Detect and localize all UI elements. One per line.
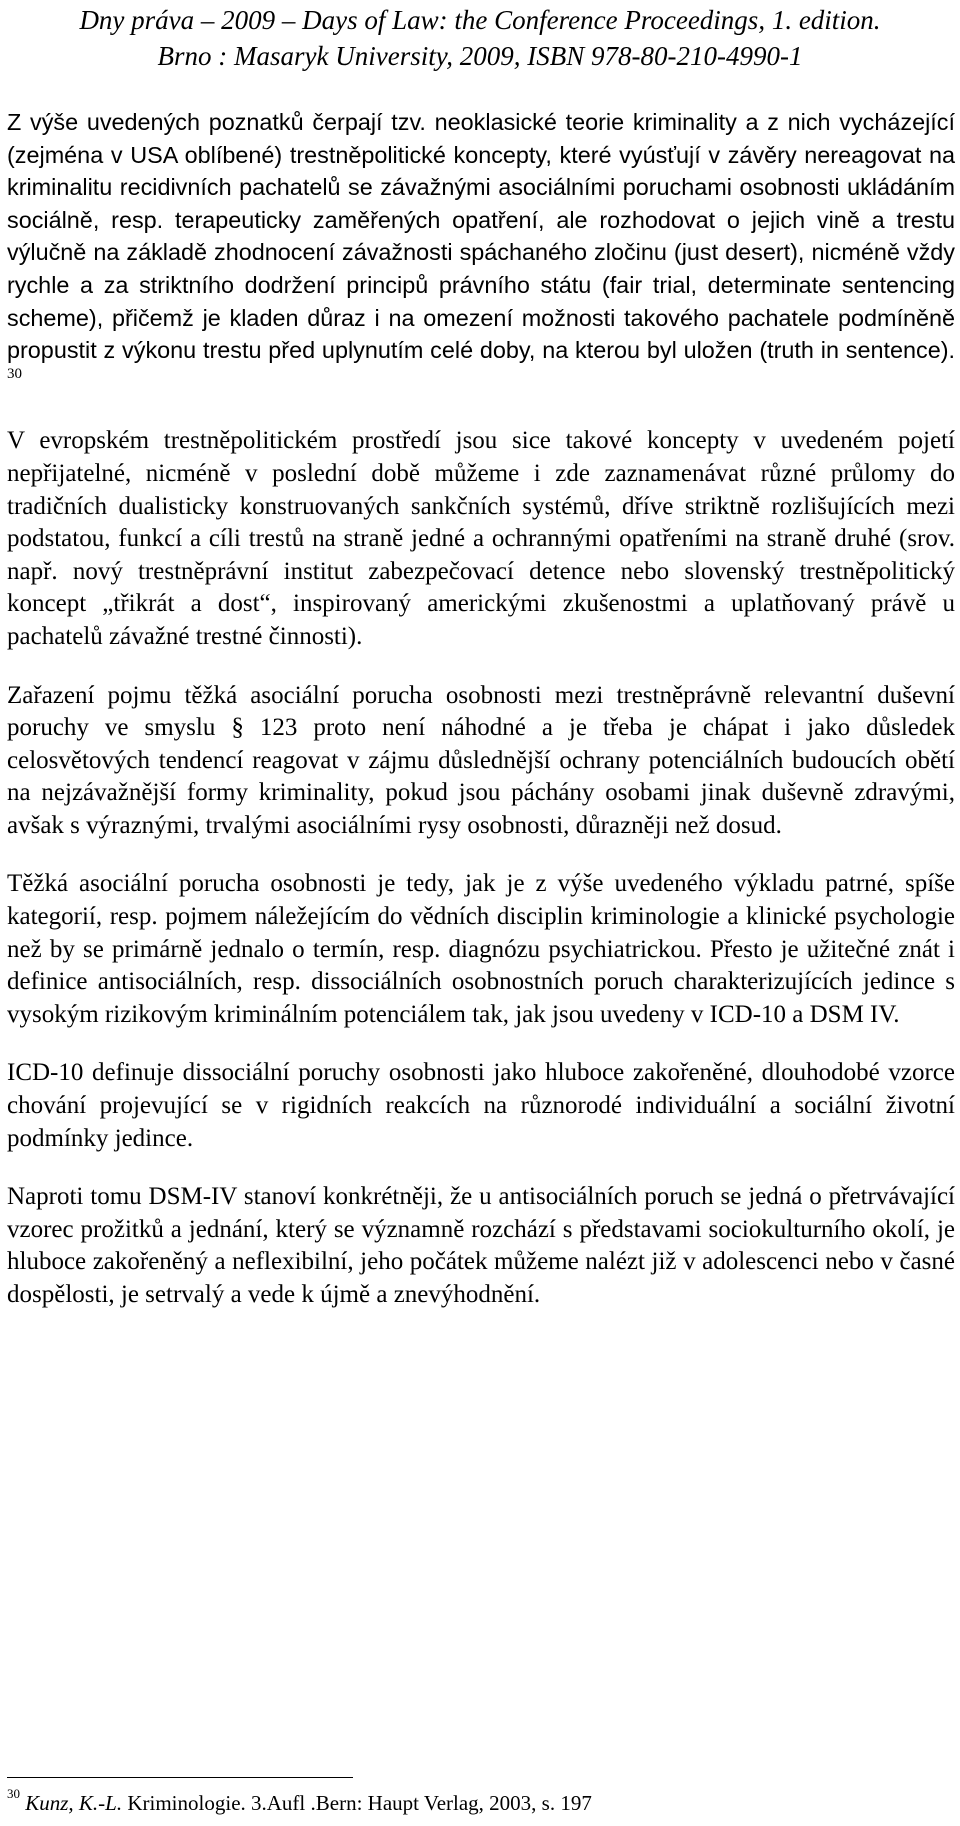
document-body (7, 106, 955, 1312)
footnote-reference: 30 (7, 365, 22, 382)
footnote-text: Kriminologie. 3.Aufl .Bern: Haupt Verlag, 2003, s. 197 (122, 1791, 592, 1815)
paragraph-6: Naproti tomu DSM-IV stanoví konkrétněji, že u antisociálních poruch se jedná o přetrvávající vzorec prožitků a jednání, který se významně rozchází s představami sociokulturního okolí, je hluboce zakořeněný a neflexibilní, jeho počátek můžeme nalézt již v adolescenci nebo v časné dospělosti, je setrvalý a vede k újmě a znevýhodnění. (7, 1183, 955, 1308)
paragraph-2: V evropském trestněpolitickém prostředí jsou sice takové koncepty v uvedeném pojetí nepřijatelné, nicméně v poslední době můžeme i zde zaznamenávat různé průlomy do tradičních dualisticky konstruovaných sankčních systémů, dříve striktně rozlišujících mezi podstatou, funkcí a cíli trestů na straně jedné a ochrannými opatřeními na straně druhé (srov. např. nový trestněprávní institut zabezpečovací detence nebo slovenský trestněpolitický koncept „třikrát a dost“, inspirovaný americkými zkušenostmi a uplatňovaný právě u pachatelů závažné trestné činnosti). (7, 427, 955, 650)
footnote-author: Kunz, K.-L. (25, 1791, 123, 1815)
footnote (7, 1786, 592, 1816)
header-line-2: Brno : Masaryk University, 2009, ISBN 978-80-210-4990-1 (157, 41, 803, 71)
paragraph-1-text: Z výše uvedených poznatků čerpají tzv. neoklasické teorie kriminality a z nich vycházející (zejména v USA oblíbené) trestněpolitické koncepty, které vyúsťují v závěry nereagovat na kriminalitu recidivních pachatelů se závažnými asociálními poruchami osobnosti ukládáním sociálně, resp. terapeuticky zaměřených opatření, ale rozhodovat o jejich vině a trestu výlučně na základě zhodnocení závažnosti spáchaného zločinu (just desert), nicméně vždy rychle a za striktního dodržení principů právního státu (fair trial, determinate sentencing scheme), přičemž je kladen důraz i na omezení možnosti takového pachatele podmíněně propustit z výkonu trestu před uplynutím celé doby, na kterou byl uložen (truth in sentence). (7, 109, 955, 364)
footnote-number: 30 (7, 1786, 20, 1801)
footnote-separator (7, 1777, 353, 1778)
paragraph-1 (7, 106, 955, 399)
page-header (0, 0, 960, 74)
header-line-1: Dny práva – 2009 – Days of Law: the Conference Proceedings, 1. edition. (79, 5, 881, 35)
paragraph-4: Těžká asociální porucha osobnosti je tedy, jak je z výše uvedeného výkladu patrné, spíše kategorií, resp. pojmem náležejícím do vědních disciplin kriminologie a klinické psychologie než by se primárně jednalo o termín, resp. diagnózu psychiatrickou. Přesto je užitečné znát i definice antisociálních, resp. dissociálních osobnostních poruch charakterizujících jedince s vysokým rizikovým kriminálním potenciálem tak, jak jsou uvedeny v ICD-10 a DSM IV. (7, 870, 955, 1028)
paragraph-5: ICD-10 definuje dissociální poruchy osobnosti jako hluboce zakořeněné, dlouhodobé vzorce chování projevující se v rigidních reakcích na různorodé individuální a sociální životní podmínky jedince. (7, 1059, 955, 1152)
paragraph-3: Zařazení pojmu těžká asociální porucha osobnosti mezi trestněprávně relevantní duševní poruchy ve smyslu § 123 proto není náhodné a je třeba je chápat i jako důsledek celosvětových tendencí reagovat v zájmu důslednější ochrany potenciálních budoucích obětí na nejzávažnější formy kriminality, pokud jsou páchány osobami jinak duševně zdravými, avšak s výraznými, trvalými asociálními rysy osobnosti, důrazněji než dosud. (7, 681, 955, 839)
